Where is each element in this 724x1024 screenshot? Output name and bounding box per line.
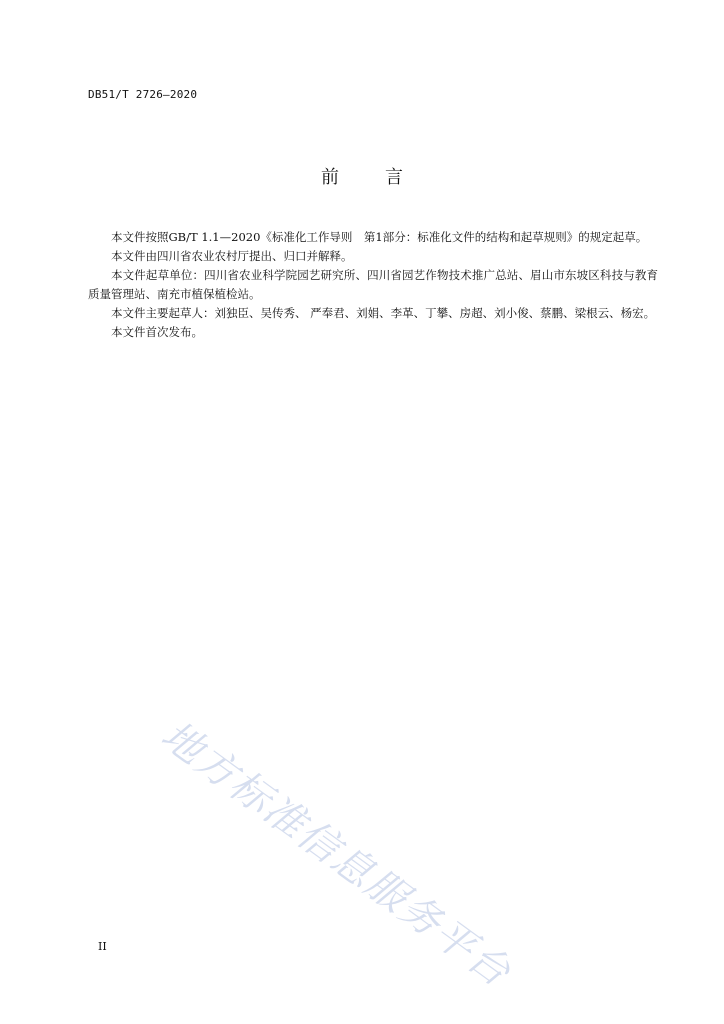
- title-part-2: 言: [385, 167, 403, 188]
- paragraph: 本文件按照GB/T 1.1—2020《标准化工作导则 第1部分：标准化文件的结构和起草规则》的规定起草。: [111, 230, 648, 244]
- body-text: [88, 228, 658, 342]
- document-id: DB51/T 2726—2020: [88, 88, 198, 101]
- title-part-1: 前: [321, 167, 339, 188]
- paragraph: 本文件起草单位：四川省农业科学院园艺研究所、四川省园艺作物技术推广总站、眉山市东坡区科技与教育质量管理站、南充市植保植检站。: [88, 268, 658, 301]
- page-title: [0, 163, 724, 189]
- paragraph: 本文件由四川省农业农村厅提出、归口并解释。: [111, 249, 353, 263]
- paragraph: 本文件主要起草人：刘独臣、吴传秀、 严奉君、刘娟、李革、丁攀、房超、刘小俊、蔡鹏、梁根云、杨宏。: [111, 306, 656, 320]
- paragraph: 本文件首次发布。: [111, 325, 203, 339]
- watermark: 地方标准信息服务平台: [152, 712, 520, 997]
- page-number: II: [98, 940, 107, 953]
